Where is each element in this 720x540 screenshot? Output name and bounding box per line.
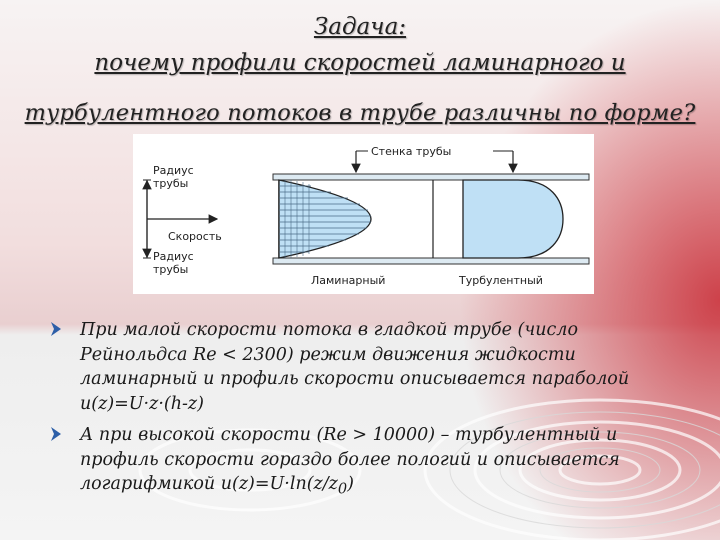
bullet-2-formula-prefix: логарифмикой u(z)=U·ln(z/z bbox=[80, 474, 338, 494]
profile-diagram bbox=[133, 134, 594, 294]
bullet-list bbox=[50, 318, 690, 509]
bullet-1-line-1: При малой скорости потока в гладкой трубе (число bbox=[80, 320, 578, 340]
title-line-1: Задача: bbox=[313, 14, 407, 40]
radius-bottom-label-1: Радиус bbox=[153, 250, 194, 263]
turbulent-profile bbox=[463, 180, 563, 258]
turbulent-label: Турбулентный bbox=[459, 274, 543, 287]
laminar-profile bbox=[279, 180, 371, 258]
title-line-3: турбулентного потоков в трубе различны по форме? bbox=[24, 100, 696, 126]
bullet-2-line-2: профиль скорости гораздо более пологий и описывается bbox=[80, 449, 620, 470]
bullet-1-line-2: Рейнольдса Re < 2300) режим движения жидкости bbox=[80, 344, 576, 365]
bullet-2-line-1: А при высокой скорости (Re > 10000) – турбулентный и bbox=[80, 425, 618, 445]
pipe-wall-label: Стенка трубы bbox=[371, 145, 452, 158]
speed-label: Скорость bbox=[168, 230, 222, 243]
bullet-laminar bbox=[50, 318, 690, 416]
bullet-2-subscript: 0 bbox=[337, 480, 348, 498]
radius-top-label-2: трубы bbox=[153, 177, 189, 190]
bullet-1-line-3: ламинарный и профиль скорости описывается параболой bbox=[80, 369, 630, 389]
radius-axis bbox=[143, 180, 217, 258]
bullet-1-line-4: u(z)=U·z·(h-z) bbox=[80, 393, 204, 414]
radius-bottom-label-2: трубы bbox=[153, 263, 189, 276]
laminar-label: Ламинарный bbox=[311, 274, 386, 287]
bullet-turbulent bbox=[50, 423, 690, 502]
title-line-2: почему профили скоростей ламинарного и bbox=[94, 50, 626, 76]
velocity-profile-figure bbox=[133, 134, 594, 294]
bullet-arrow-icon bbox=[50, 321, 62, 337]
bullet-2-formula-suffix: ) bbox=[347, 474, 354, 494]
bullet-arrow-icon bbox=[50, 426, 62, 442]
radius-top-label-1: Радиус bbox=[153, 164, 194, 177]
bullet-2-line-3 bbox=[80, 474, 354, 498]
